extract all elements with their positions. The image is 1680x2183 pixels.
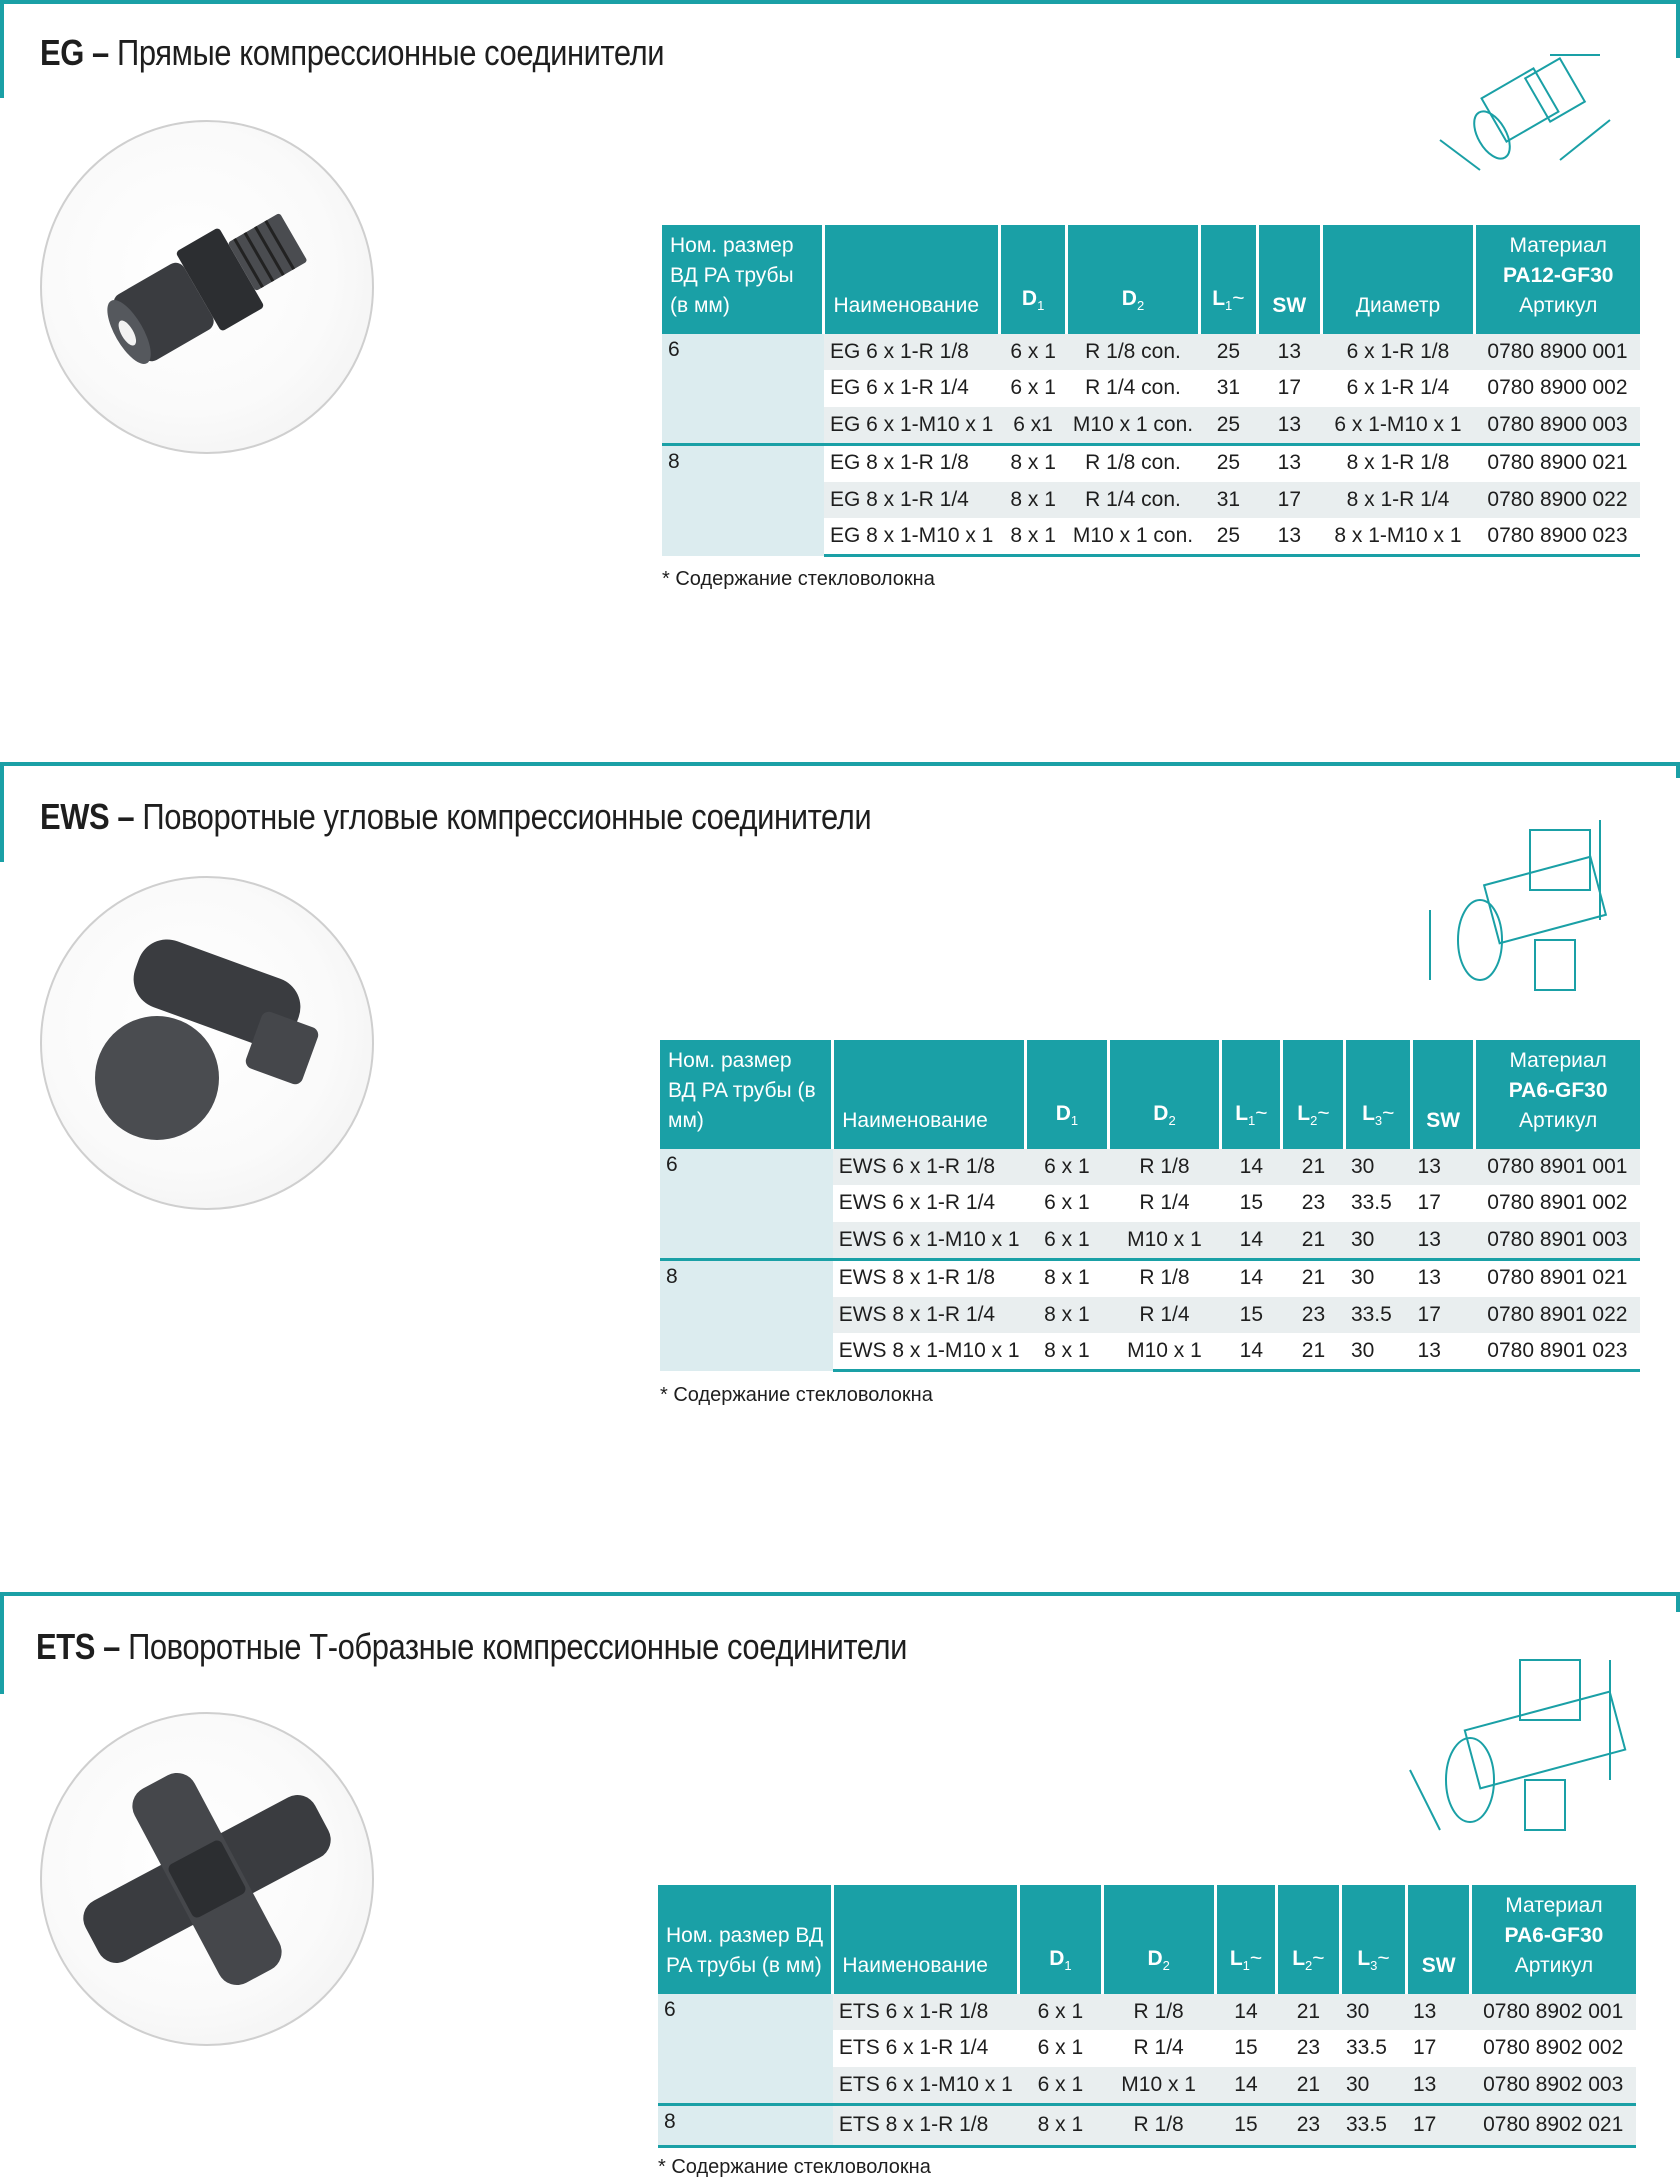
col-l2: $L_2\sim$ [1277,1885,1340,1993]
cell-d2: R 1/4 [1108,1297,1221,1334]
table-row [658,1993,1636,2031]
cell-d1: 6 x 1 [999,333,1067,371]
cell-l1: 25 [1199,333,1258,371]
cell-d1: 8 x 1 [1026,1297,1109,1334]
cell-d1: 8 x 1 [999,482,1067,519]
section-eg-frame-top [0,0,1680,4]
cell-l1: 14 [1221,1222,1282,1260]
cell-d1: 6 x 1 [1019,2030,1102,2067]
cell-d2: R 1/4 [1102,2030,1215,2067]
table-row [658,2104,1636,2147]
cell-d2: R 1/8 [1108,1259,1221,1297]
cell-sw: 17 [1258,370,1321,407]
eg-product-photo [40,120,374,454]
ews-product-photo [40,876,374,1210]
eg-footnote: * Содержание стекловолокна [662,568,935,590]
col-name: Наименование [824,225,999,333]
cell-d2: R 1/8 [1102,1993,1215,2031]
cell-sw: 13 [1407,2067,1470,2105]
cell-l1: 15 [1215,2030,1277,2067]
cell-d1: 8 x 1 [999,444,1067,482]
col-d2: $D_2$ [1102,1885,1215,1993]
cell-name: EWS 8 x 1-R 1/8 [833,1259,1026,1297]
cell-l2: 23 [1277,2104,1340,2147]
group-size: 6 [662,333,824,445]
col-l3: $L_3\sim$ [1340,1885,1407,1993]
table-row [660,1148,1640,1186]
cell-article: 0780 8901 001 [1475,1148,1640,1186]
section-eg-frame-right [1676,0,1680,58]
table-header-row [660,1040,1640,1148]
group-size: 8 [660,1259,833,1371]
cell-sw: 13 [1258,444,1321,482]
col-l1: $L_1\sim$ [1199,225,1258,333]
cell-l3: 30 [1345,1259,1412,1297]
ews-dimension-diagram [1420,800,1620,1000]
cell-d1: 6 x 1 [1026,1148,1109,1186]
cell-d2: M10 x 1 [1108,1333,1221,1371]
cell-sw: 13 [1258,333,1321,371]
cell-l2: 21 [1277,1993,1340,2031]
cell-l1: 25 [1199,407,1258,445]
col-material-article: Материал PA6-GF30 Артикул [1475,1040,1640,1148]
straight-connector-icon [42,122,372,452]
ets-footnote: * Содержание стекловолокна [658,2156,931,2178]
col-name: Наименование [833,1885,1019,1993]
col-d1: $D_1$ [1026,1040,1109,1148]
cell-d1: 6 x 1 [1026,1222,1109,1260]
cell-l1: 31 [1199,482,1258,519]
cell-d1: 8 x 1 [1019,2104,1102,2147]
cell-d2: M10 x 1 [1108,1222,1221,1260]
cell-d2: R 1/8 con. [1067,333,1199,371]
table-row [662,444,1640,482]
cell-article: 0780 8900 003 [1475,407,1640,445]
cell-name: ETS 6 x 1-M10 x 1 [833,2067,1019,2105]
cell-d2: R 1/8 [1102,2104,1215,2147]
cell-l1: 14 [1215,1993,1277,2031]
ets-dimension-diagram [1400,1630,1630,1840]
cell-sw: 17 [1258,482,1321,519]
section-ets-frame-right [1676,1592,1680,1612]
cell-article: 0780 8902 001 [1470,1993,1636,2031]
section-ets-frame-left [0,1592,4,1694]
cell-article: 0780 8901 022 [1475,1297,1640,1334]
cell-l3: 30 [1345,1333,1412,1371]
group-size: 8 [658,2104,833,2147]
cell-diameter: 6 x 1-R 1/4 [1321,370,1475,407]
cell-sw: 13 [1412,1259,1475,1297]
cell-sw: 13 [1412,1333,1475,1371]
cell-article: 0780 8901 023 [1475,1333,1640,1371]
cell-l3: 33.5 [1345,1185,1412,1222]
ets-product-photo [40,1712,374,2046]
cell-d1: 6 x 1 [1019,1993,1102,2031]
section-ews-frame-left [0,762,4,862]
cell-name: EG 8 x 1-R 1/4 [824,482,999,519]
group-size: 6 [658,1993,833,2105]
cell-l1: 25 [1199,518,1258,556]
col-nominal-size: Ном. размер ВД PA трубы (в мм) [662,225,824,333]
cell-l2: 23 [1282,1185,1345,1222]
cell-sw: 13 [1412,1222,1475,1260]
cell-name: EWS 6 x 1-R 1/8 [833,1148,1026,1186]
cell-d1: 8 x 1 [1026,1333,1109,1371]
cell-l3: 33.5 [1345,1297,1412,1334]
cell-name: ETS 6 x 1-R 1/4 [833,2030,1019,2067]
cell-l1: 14 [1221,1148,1282,1186]
cell-l3: 33.5 [1340,2030,1407,2067]
cell-name: EWS 6 x 1-R 1/4 [833,1185,1026,1222]
cell-article: 0780 8902 021 [1470,2104,1636,2147]
cell-d2: R 1/8 [1108,1148,1221,1186]
tee-connector-icon [42,1714,372,2044]
angle-connector-icon [42,878,372,1208]
cell-article: 0780 8900 001 [1475,333,1640,371]
col-d2: $D_2$ [1067,225,1199,333]
cell-l3: 30 [1340,2067,1407,2105]
cell-d1: 8 x 1 [1026,1259,1109,1297]
cell-l1: 14 [1221,1259,1282,1297]
col-nominal-size: Ном. размер ВД PA трубы (в мм) [660,1040,833,1148]
cell-d1: 6 x 1 [1026,1185,1109,1222]
col-d1: $D_1$ [1019,1885,1102,1993]
cell-sw: 17 [1412,1185,1475,1222]
col-material-article: Материал PA6-GF30 Артикул [1470,1885,1636,1993]
cell-article: 0780 8902 003 [1470,2067,1636,2105]
cell-d2: R 1/4 con. [1067,482,1199,519]
cell-d2: M10 x 1 con. [1067,407,1199,445]
cell-diameter: 8 x 1-R 1/4 [1321,482,1475,519]
cell-d2: R 1/8 con. [1067,444,1199,482]
cell-l1: 15 [1221,1185,1282,1222]
col-sw: SW [1412,1040,1475,1148]
cell-sw: 13 [1258,518,1321,556]
table-header-row [658,1885,1636,1993]
cell-article: 0780 8900 022 [1475,482,1640,519]
cell-article: 0780 8901 021 [1475,1259,1640,1297]
cell-article: 0780 8900 023 [1475,518,1640,556]
cell-l2: 21 [1282,1259,1345,1297]
eg-dimension-diagram [1420,40,1620,180]
cell-l3: 33.5 [1340,2104,1407,2147]
ets-spec-table [658,1885,1636,2148]
section-eg-title: EG – Прямые компрессионные соединители [40,32,665,73]
cell-l1: 14 [1221,1333,1282,1371]
cell-name: ETS 6 x 1-R 1/8 [833,1993,1019,2031]
cell-l2: 23 [1282,1297,1345,1334]
cell-l1: 14 [1215,2067,1277,2105]
col-d2: $D_2$ [1108,1040,1221,1148]
cell-l2: 21 [1282,1333,1345,1371]
cell-name: EG 6 x 1-R 1/8 [824,333,999,371]
table-row [662,333,1640,371]
col-diameter: Диаметр [1321,225,1475,333]
cell-sw: 13 [1258,407,1321,445]
cell-name: ETS 8 x 1-R 1/8 [833,2104,1019,2147]
cell-name: EG 6 x 1-M10 x 1 [824,407,999,445]
cell-article: 0780 8900 021 [1475,444,1640,482]
group-size: 8 [662,444,824,556]
section-ews-frame-top [0,762,1680,766]
cell-name: EWS 8 x 1-R 1/4 [833,1297,1026,1334]
col-sw: SW [1258,225,1321,333]
col-l1: $L_1\sim$ [1221,1040,1282,1148]
cell-l2: 23 [1277,2030,1340,2067]
section-ews-frame-right [1676,762,1680,778]
cell-sw: 13 [1407,1993,1470,2031]
cell-sw: 17 [1412,1297,1475,1334]
cell-d1: 6 x1 [999,407,1067,445]
col-l3: $L_3\sim$ [1345,1040,1412,1148]
eg-spec-table [662,225,1640,557]
cell-name: EWS 6 x 1-M10 x 1 [833,1222,1026,1260]
cell-diameter: 8 x 1-M10 x 1 [1321,518,1475,556]
table-header-row [662,225,1640,333]
cell-d2: R 1/4 [1108,1185,1221,1222]
col-name: Наименование [833,1040,1026,1148]
cell-l1: 25 [1199,444,1258,482]
cell-d2: M10 x 1 con. [1067,518,1199,556]
col-nominal-size: Ном. размер ВД PA трубы (в мм) [658,1885,833,1993]
cell-diameter: 6 x 1-M10 x 1 [1321,407,1475,445]
cell-sw: 17 [1407,2104,1470,2147]
cell-d2: M10 x 1 [1102,2067,1215,2105]
section-ets-title: ETS – Поворотные Т-образные компрессионные соединители [36,1626,908,1667]
cell-l3: 30 [1340,1993,1407,2031]
cell-d2: R 1/4 con. [1067,370,1199,407]
group-size: 6 [660,1148,833,1260]
table-row [660,1259,1640,1297]
cell-article: 0780 8901 002 [1475,1185,1640,1222]
cell-article: 0780 8900 002 [1475,370,1640,407]
section-ews-title: EWS – Поворотные угловые компрессионные соединители [40,796,872,837]
col-l1: $L_1\sim$ [1215,1885,1277,1993]
section-eg-frame-left [0,0,4,98]
cell-d1: 8 x 1 [999,518,1067,556]
cell-name: EG 8 x 1-M10 x 1 [824,518,999,556]
cell-name: EG 8 x 1-R 1/8 [824,444,999,482]
col-material-article: Материал PA12-GF30 Артикул [1475,225,1640,333]
cell-diameter: 6 x 1-R 1/8 [1321,333,1475,371]
col-sw: SW [1407,1885,1470,1993]
cell-l2: 21 [1282,1222,1345,1260]
cell-l3: 30 [1345,1148,1412,1186]
cell-l2: 21 [1277,2067,1340,2105]
cell-d1: 6 x 1 [999,370,1067,407]
cell-article: 0780 8901 003 [1475,1222,1640,1260]
cell-l3: 30 [1345,1222,1412,1260]
section-ets-frame-top [0,1592,1680,1596]
ews-spec-table [660,1040,1640,1372]
col-l2: $L_2\sim$ [1282,1040,1345,1148]
ews-footnote: * Содержание стекловолокна [660,1384,933,1406]
cell-l2: 21 [1282,1148,1345,1186]
cell-diameter: 8 x 1-R 1/8 [1321,444,1475,482]
cell-name: EG 6 x 1-R 1/4 [824,370,999,407]
cell-sw: 13 [1412,1148,1475,1186]
cell-l1: 31 [1199,370,1258,407]
cell-article: 0780 8902 002 [1470,2030,1636,2067]
cell-d1: 6 x 1 [1019,2067,1102,2105]
cell-sw: 17 [1407,2030,1470,2067]
col-d1: $D_1$ [999,225,1067,333]
cell-l1: 15 [1215,2104,1277,2147]
cell-name: EWS 8 x 1-M10 x 1 [833,1333,1026,1371]
cell-l1: 15 [1221,1297,1282,1334]
